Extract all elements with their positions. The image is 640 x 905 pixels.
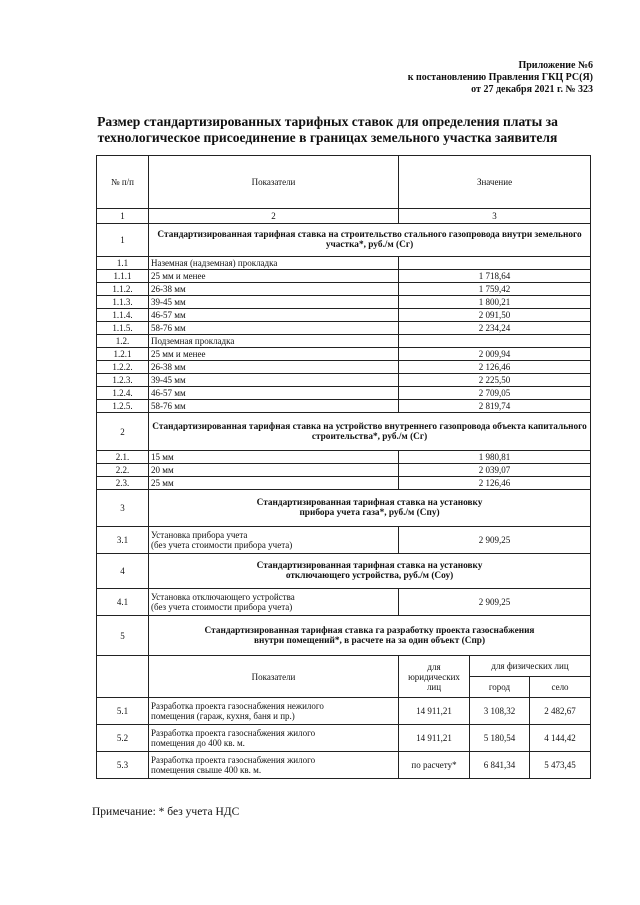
data-row-2-1 bbox=[97, 451, 591, 464]
section-title: Стандартизированная тарифная ставка на строительство стального газопровода внутри земельного участка*, руб./м (Сг) bbox=[149, 224, 591, 257]
section-num: 1 bbox=[97, 224, 149, 257]
data-row-1-2-1 bbox=[97, 348, 591, 361]
row-value: 2 009,94 bbox=[399, 348, 591, 361]
sub-header-legal: для юридических лиц bbox=[399, 656, 470, 698]
row-value-legal: 14 911,21 bbox=[399, 698, 470, 725]
header-row bbox=[97, 156, 591, 209]
appendix-number: Приложение №6 bbox=[518, 60, 593, 71]
row-label bbox=[149, 698, 399, 725]
data-row-1-1-3 bbox=[97, 296, 591, 309]
row-num: 1.2.5. bbox=[97, 400, 149, 413]
empty-value bbox=[399, 257, 591, 270]
data-row-1-1-1 bbox=[97, 270, 591, 283]
row-value: 2 909,25 bbox=[399, 527, 591, 554]
appendix-reference bbox=[408, 60, 593, 96]
row-num: 3.1 bbox=[97, 527, 149, 554]
row-value-legal: 14 911,21 bbox=[399, 725, 470, 752]
section-row-4 bbox=[97, 554, 591, 589]
row-value: 1 759,42 bbox=[399, 283, 591, 296]
section-row-2 bbox=[97, 413, 591, 451]
footnote: Примечание: * без учета НДС bbox=[92, 806, 240, 818]
row-num: 2.1. bbox=[97, 451, 149, 464]
empty-num bbox=[97, 656, 149, 698]
appendix-date: от 27 декабря 2021 г. № 323 bbox=[471, 84, 593, 95]
subsection-num: 1.1 bbox=[97, 257, 149, 270]
colnum-1: 1 bbox=[97, 209, 149, 224]
section-num: 5 bbox=[97, 616, 149, 656]
data-row-5-2 bbox=[97, 725, 591, 752]
sub-header-village: село bbox=[530, 677, 591, 698]
subsection-row-1-2 bbox=[97, 335, 591, 348]
row-label-line1: Установка отключающего устройства bbox=[151, 592, 295, 602]
row-value: 2 709,05 bbox=[399, 387, 591, 400]
section-title-line2: отключающего устройства, руб./м (Соу) bbox=[285, 571, 454, 581]
row-num: 1.2.1 bbox=[97, 348, 149, 361]
row-label-line1: Разработка проекта газоснабжения нежилого bbox=[151, 701, 324, 711]
data-row-2-2 bbox=[97, 464, 591, 477]
row-value-village: 4 144,42 bbox=[530, 725, 591, 752]
row-value-city: 5 180,54 bbox=[470, 725, 530, 752]
row-label bbox=[149, 527, 399, 554]
row-label: 58-76 мм bbox=[149, 400, 399, 413]
section-title-line1: Стандартизированная тарифная ставка на установку bbox=[256, 498, 483, 508]
sub-header-city: город bbox=[470, 677, 530, 698]
data-row-2-3 bbox=[97, 477, 591, 490]
subsection-num: 1.2. bbox=[97, 335, 149, 348]
section-title: Стандартизированная тарифная ставка на устройство внутреннего газопровода объекта капитального строительства*, руб./м (Сг) bbox=[149, 413, 591, 451]
row-num: 1.1.4. bbox=[97, 309, 149, 322]
row-label-line2: помещения свыше 400 кв. м. bbox=[151, 765, 262, 775]
row-value-city: 6 841,34 bbox=[470, 752, 530, 779]
row-value-village: 5 473,45 bbox=[530, 752, 591, 779]
section-title-line2: прибора учета газа*, руб./м (Спу) bbox=[299, 508, 440, 518]
sub-header-row-top bbox=[97, 656, 591, 677]
header-num: № п/п bbox=[97, 156, 149, 209]
appendix-resolution: к постановлению Правления ГКЦ РС(Я) bbox=[407, 72, 593, 83]
data-row-1-1-5 bbox=[97, 322, 591, 335]
row-num: 1.2.3. bbox=[97, 374, 149, 387]
row-label: 26-38 мм bbox=[149, 361, 399, 374]
row-value: 1 718,64 bbox=[399, 270, 591, 283]
row-label: 25 мм и менее bbox=[149, 270, 399, 283]
section-title bbox=[149, 616, 591, 656]
row-num: 2.2. bbox=[97, 464, 149, 477]
empty-value bbox=[399, 335, 591, 348]
row-value: 2 039,07 bbox=[399, 464, 591, 477]
row-label-line1: Разработка проекта газоснабжения жилого bbox=[151, 728, 316, 738]
row-value: 1 980,81 bbox=[399, 451, 591, 464]
row-value-village: 2 482,67 bbox=[530, 698, 591, 725]
data-row-5-1 bbox=[97, 698, 591, 725]
data-row-1-2-4 bbox=[97, 387, 591, 400]
row-num: 5.1 bbox=[97, 698, 149, 725]
section-title bbox=[149, 490, 591, 527]
row-label bbox=[149, 589, 399, 616]
row-value-city: 3 108,32 bbox=[470, 698, 530, 725]
row-num: 5.2 bbox=[97, 725, 149, 752]
section-title bbox=[149, 554, 591, 589]
row-num: 1.1.2. bbox=[97, 283, 149, 296]
row-value: 2 909,25 bbox=[399, 589, 591, 616]
row-label: 58-76 мм bbox=[149, 322, 399, 335]
document-title: Размер стандартизированных тарифных ставок для определения платы за технологическое присоединение в границах земельного участка заявителя bbox=[97, 114, 558, 145]
row-value: 2 091,50 bbox=[399, 309, 591, 322]
row-num: 1.1.5. bbox=[97, 322, 149, 335]
sub-header-indicator: Показатели bbox=[149, 656, 399, 698]
row-value: 2 126,46 bbox=[399, 477, 591, 490]
row-value-legal: по расчету* bbox=[399, 752, 470, 779]
tariff-table bbox=[96, 155, 591, 779]
section-row-5 bbox=[97, 616, 591, 656]
row-label: 39-45 мм bbox=[149, 374, 399, 387]
colnum-3: 3 bbox=[399, 209, 591, 224]
section-title-line1: Стандартизированная тарифная ставка на установку bbox=[256, 561, 483, 571]
section-num: 3 bbox=[97, 490, 149, 527]
row-label: 25 мм bbox=[149, 477, 399, 490]
row-value: 2 225,50 bbox=[399, 374, 591, 387]
subsection-label: Подземная прокладка bbox=[149, 335, 399, 348]
data-row-1-1-4 bbox=[97, 309, 591, 322]
sub-header-phys: для физических лиц bbox=[470, 656, 591, 677]
row-num: 1.2.2. bbox=[97, 361, 149, 374]
row-value: 2 126,46 bbox=[399, 361, 591, 374]
data-row-3-1 bbox=[97, 527, 591, 554]
row-label-line1: Разработка проекта газоснабжения жилого bbox=[151, 755, 316, 765]
row-label: 46-57 мм bbox=[149, 309, 399, 322]
row-label-line2: помещения до 400 кв. м. bbox=[151, 738, 245, 748]
row-num: 1.2.4. bbox=[97, 387, 149, 400]
data-row-5-3 bbox=[97, 752, 591, 779]
row-label: 15 мм bbox=[149, 451, 399, 464]
data-row-1-2-3 bbox=[97, 374, 591, 387]
row-num: 1.1.1 bbox=[97, 270, 149, 283]
column-number-row bbox=[97, 209, 591, 224]
row-value: 1 800,21 bbox=[399, 296, 591, 309]
data-row-1-2-5 bbox=[97, 400, 591, 413]
section-title-line1: Стандартизированная тарифная ставка га разработку проекта газоснабжения bbox=[204, 625, 535, 636]
subsection-label: Наземная (надземная) прокладка bbox=[149, 257, 399, 270]
section-row-1 bbox=[97, 224, 591, 257]
row-value: 2 234,24 bbox=[399, 322, 591, 335]
section-num: 4 bbox=[97, 554, 149, 589]
row-label-line2: (без учета стоимости прибора учета) bbox=[151, 602, 293, 612]
row-value: 2 819,74 bbox=[399, 400, 591, 413]
section-row-3 bbox=[97, 490, 591, 527]
data-row-1-1-2 bbox=[97, 283, 591, 296]
row-num: 4.1 bbox=[97, 589, 149, 616]
section-title-line2: внутри помещений*, в расчете на за один объект (Спр) bbox=[253, 635, 486, 646]
header-value: Значение bbox=[399, 156, 591, 209]
row-label-line2: (без учета стоимости прибора учета) bbox=[151, 540, 293, 550]
row-label: 39-45 мм bbox=[149, 296, 399, 309]
data-row-4-1 bbox=[97, 589, 591, 616]
row-num: 1.1.3. bbox=[97, 296, 149, 309]
row-label: 46-57 мм bbox=[149, 387, 399, 400]
row-label: 20 мм bbox=[149, 464, 399, 477]
row-label-line2: помещения (гараж, кухня, баня и пр.) bbox=[151, 711, 295, 721]
colnum-2: 2 bbox=[149, 209, 399, 224]
row-label bbox=[149, 752, 399, 779]
row-label-line1: Установка прибора учета bbox=[151, 530, 248, 540]
row-label: 26-38 мм bbox=[149, 283, 399, 296]
row-num: 2.3. bbox=[97, 477, 149, 490]
row-num: 5.3 bbox=[97, 752, 149, 779]
row-label bbox=[149, 725, 399, 752]
header-indicator: Показатели bbox=[149, 156, 399, 209]
subsection-row-1-1 bbox=[97, 257, 591, 270]
data-row-1-2-2 bbox=[97, 361, 591, 374]
section-num: 2 bbox=[97, 413, 149, 451]
row-label: 25 мм и менее bbox=[149, 348, 399, 361]
